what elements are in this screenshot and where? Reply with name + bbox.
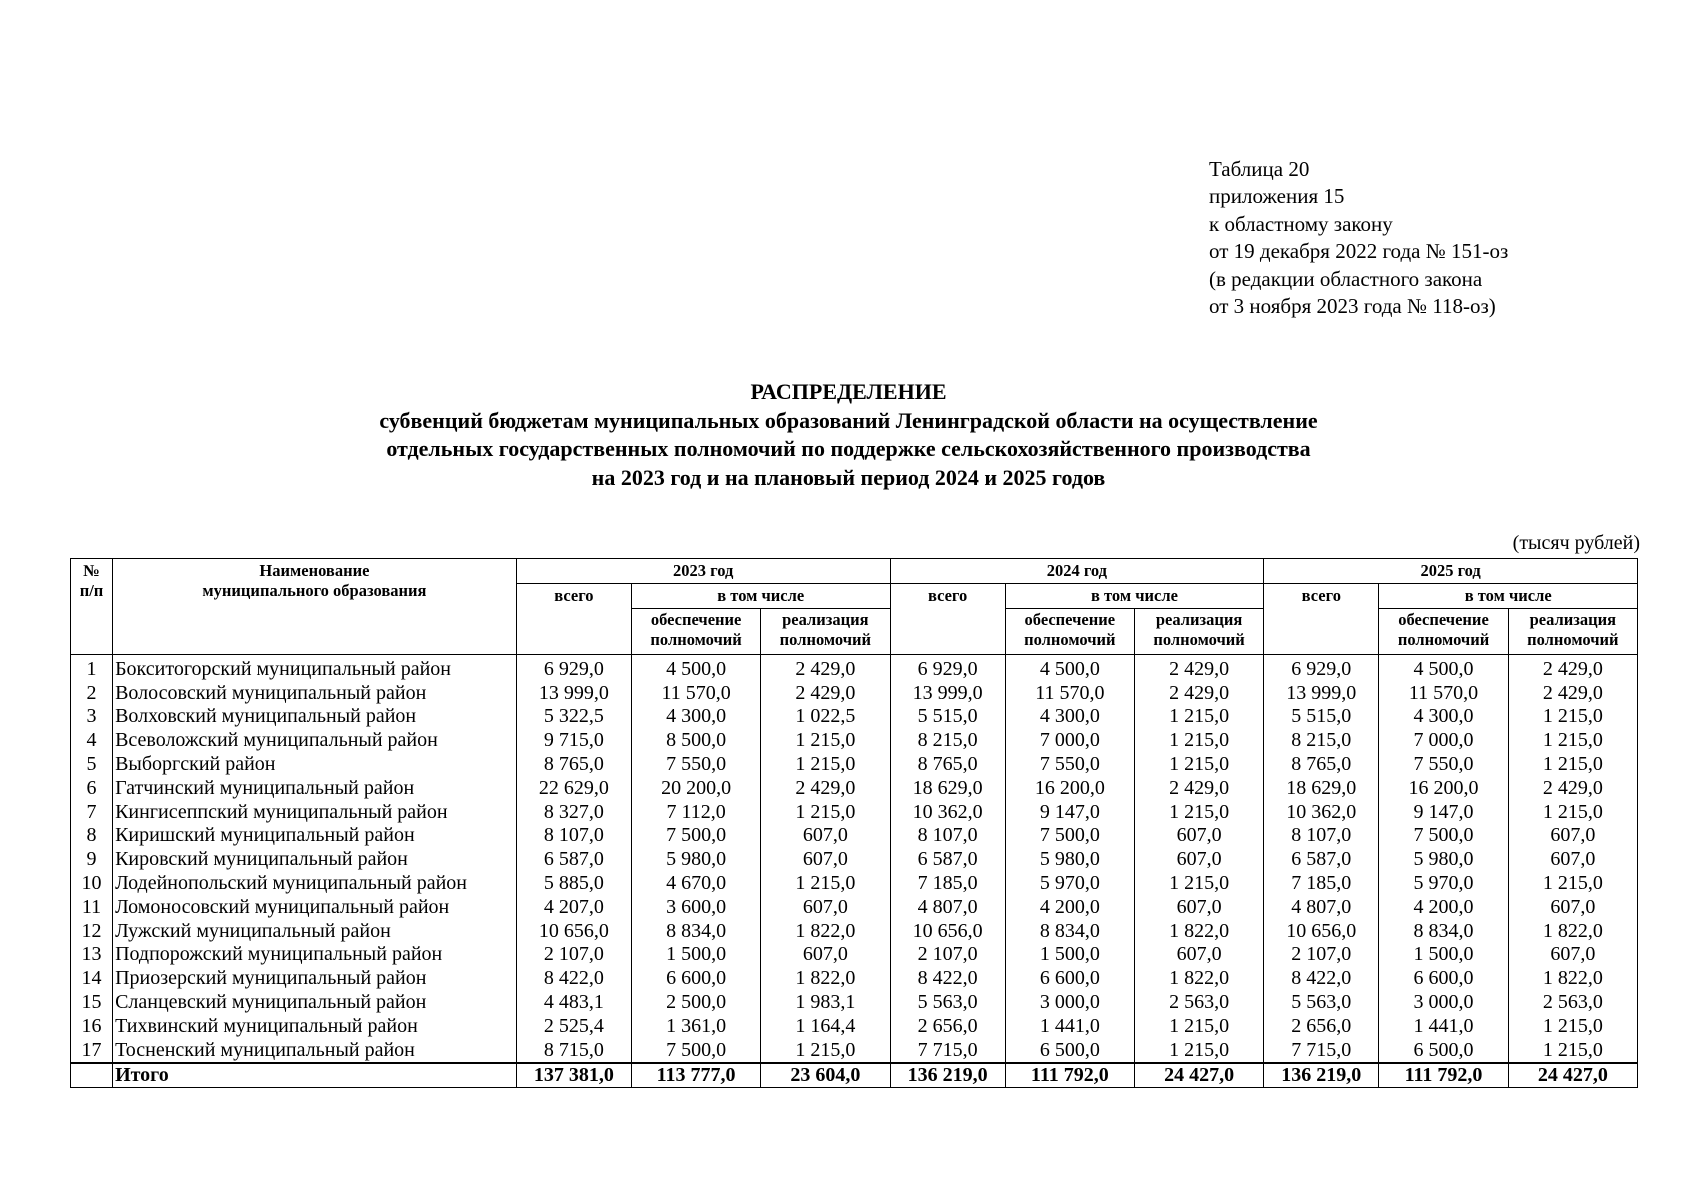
amount-cell: 22 629,0 xyxy=(516,776,631,800)
amount-cell: 4 200,0 xyxy=(1379,895,1508,919)
amount-cell: 7 500,0 xyxy=(632,1038,761,1063)
amount-cell: 607,0 xyxy=(761,824,890,848)
municipality-name: Подпорожский муниципальный район xyxy=(113,943,517,967)
amount-cell: 6 929,0 xyxy=(516,655,631,681)
table-row xyxy=(71,728,1638,752)
amount-cell: 2 429,0 xyxy=(1508,776,1637,800)
header-provision: обеспечение полномочий xyxy=(632,609,761,655)
table-row xyxy=(71,990,1638,1014)
amount-cell: 5 980,0 xyxy=(632,847,761,871)
amount-cell: 8 107,0 xyxy=(1264,824,1379,848)
header-implementation: реализация полномочий xyxy=(1508,609,1637,655)
row-number: 11 xyxy=(71,895,113,919)
header-total: всего xyxy=(1264,584,1379,655)
amount-cell: 7 500,0 xyxy=(632,824,761,848)
amount-cell: 8 834,0 xyxy=(1005,919,1134,943)
amount-cell: 1 983,1 xyxy=(761,990,890,1014)
appendix-line: Таблица 20 xyxy=(1209,157,1310,181)
distribution-table xyxy=(70,558,1638,1088)
amount-cell: 1 822,0 xyxy=(1134,919,1263,943)
amount-cell: 13 999,0 xyxy=(1264,681,1379,705)
amount-cell: 8 500,0 xyxy=(632,728,761,752)
municipality-name: Волосовский муниципальный район xyxy=(113,681,517,705)
amount-cell: 8 834,0 xyxy=(632,919,761,943)
header-including: в том числе xyxy=(1005,584,1264,609)
appendix-line: приложения 15 xyxy=(1209,184,1345,209)
amount-cell: 2 429,0 xyxy=(1134,776,1263,800)
table-row xyxy=(71,895,1638,919)
amount-cell: 10 362,0 xyxy=(890,800,1005,824)
total-amount-cell: 136 219,0 xyxy=(890,1063,1005,1088)
document-subtitle-line: отдельных государственных полномочий по поддержке сельскохозяйственного производства xyxy=(386,436,1311,461)
amount-cell: 1 500,0 xyxy=(632,943,761,967)
amount-cell: 4 300,0 xyxy=(1005,705,1134,729)
amount-cell: 4 300,0 xyxy=(632,705,761,729)
row-number: 13 xyxy=(71,943,113,967)
amount-cell: 7 112,0 xyxy=(632,800,761,824)
amount-cell: 3 600,0 xyxy=(632,895,761,919)
table-row xyxy=(71,824,1638,848)
amount-cell: 1 215,0 xyxy=(761,871,890,895)
total-row xyxy=(71,1063,1638,1088)
amount-cell: 6 587,0 xyxy=(516,847,631,871)
amount-cell: 8 422,0 xyxy=(516,966,631,990)
municipality-name: Лодейнопольский муниципальный район xyxy=(113,871,517,895)
amount-cell: 1 215,0 xyxy=(1134,705,1263,729)
amount-cell: 1 022,5 xyxy=(761,705,890,729)
amount-cell: 5 515,0 xyxy=(1264,705,1379,729)
amount-cell: 1 822,0 xyxy=(1134,966,1263,990)
amount-cell: 1 215,0 xyxy=(1134,752,1263,776)
amount-cell: 2 107,0 xyxy=(1264,943,1379,967)
municipality-name: Выборгский район xyxy=(113,752,517,776)
total-amount-cell: 137 381,0 xyxy=(516,1063,631,1088)
table-row xyxy=(71,752,1638,776)
amount-cell: 2 429,0 xyxy=(1508,655,1637,681)
header-including: в том числе xyxy=(1379,584,1638,609)
amount-cell: 1 822,0 xyxy=(1508,919,1637,943)
total-amount-cell: 111 792,0 xyxy=(1379,1063,1508,1088)
amount-cell: 8 422,0 xyxy=(1264,966,1379,990)
amount-cell: 1 215,0 xyxy=(1134,800,1263,824)
header-implementation: реализация полномочий xyxy=(761,609,890,655)
total-number-cell xyxy=(71,1063,113,1088)
amount-cell: 9 715,0 xyxy=(516,728,631,752)
table-row xyxy=(71,871,1638,895)
appendix-line: от 3 ноября 2023 года № 118-оз) xyxy=(1209,294,1496,319)
amount-cell: 607,0 xyxy=(1508,895,1637,919)
amount-cell: 1 822,0 xyxy=(761,966,890,990)
municipality-name: Тосненский муниципальный район xyxy=(113,1038,517,1063)
municipality-name: Кингисеппский муниципальный район xyxy=(113,800,517,824)
amount-cell: 11 570,0 xyxy=(632,681,761,705)
amount-cell: 607,0 xyxy=(1508,943,1637,967)
row-number: 14 xyxy=(71,966,113,990)
amount-cell: 2 563,0 xyxy=(1134,990,1263,1014)
amount-cell: 6 587,0 xyxy=(890,847,1005,871)
row-number: 15 xyxy=(71,990,113,1014)
amount-cell: 7 550,0 xyxy=(1379,752,1508,776)
table-row xyxy=(71,919,1638,943)
table-row xyxy=(71,1014,1638,1038)
amount-cell: 6 587,0 xyxy=(1264,847,1379,871)
amount-cell: 7 500,0 xyxy=(1379,824,1508,848)
amount-cell: 6 500,0 xyxy=(1379,1038,1508,1063)
amount-cell: 7 550,0 xyxy=(1005,752,1134,776)
header-year-2023: 2023 год xyxy=(516,559,890,584)
amount-cell: 5 322,5 xyxy=(516,705,631,729)
table-row xyxy=(71,705,1638,729)
amount-cell: 7 000,0 xyxy=(1005,728,1134,752)
units-note: (тысяч рублей) xyxy=(1512,532,1640,554)
appendix-reference xyxy=(1209,156,1508,320)
header-total: всего xyxy=(516,584,631,655)
amount-cell: 20 200,0 xyxy=(632,776,761,800)
amount-cell: 8 834,0 xyxy=(1379,919,1508,943)
amount-cell: 6 500,0 xyxy=(1005,1038,1134,1063)
row-number: 9 xyxy=(71,847,113,871)
amount-cell: 4 807,0 xyxy=(1264,895,1379,919)
amount-cell: 4 483,1 xyxy=(516,990,631,1014)
amount-cell: 18 629,0 xyxy=(890,776,1005,800)
amount-cell: 2 500,0 xyxy=(632,990,761,1014)
amount-cell: 8 215,0 xyxy=(890,728,1005,752)
total-amount-cell: 111 792,0 xyxy=(1005,1063,1134,1088)
amount-cell: 2 656,0 xyxy=(890,1014,1005,1038)
amount-cell: 4 207,0 xyxy=(516,895,631,919)
row-number: 6 xyxy=(71,776,113,800)
table-row xyxy=(71,655,1638,681)
municipality-name: Лужский муниципальный район xyxy=(113,919,517,943)
amount-cell: 1 500,0 xyxy=(1005,943,1134,967)
amount-cell: 10 656,0 xyxy=(1264,919,1379,943)
amount-cell: 4 300,0 xyxy=(1379,705,1508,729)
amount-cell: 1 822,0 xyxy=(1508,966,1637,990)
header-number: № п/п xyxy=(71,559,113,655)
amount-cell: 2 107,0 xyxy=(516,943,631,967)
amount-cell: 1 215,0 xyxy=(1508,752,1637,776)
row-number: 12 xyxy=(71,919,113,943)
amount-cell: 8 765,0 xyxy=(1264,752,1379,776)
amount-cell: 18 629,0 xyxy=(1264,776,1379,800)
amount-cell: 2 429,0 xyxy=(761,655,890,681)
amount-cell: 7 000,0 xyxy=(1379,728,1508,752)
municipality-name: Киришский муниципальный район xyxy=(113,824,517,848)
amount-cell: 8 215,0 xyxy=(1264,728,1379,752)
municipality-name: Волховский муниципальный район xyxy=(113,705,517,729)
amount-cell: 2 429,0 xyxy=(761,776,890,800)
amount-cell: 2 429,0 xyxy=(1508,681,1637,705)
row-number: 4 xyxy=(71,728,113,752)
amount-cell: 7 715,0 xyxy=(1264,1038,1379,1063)
table-row xyxy=(71,800,1638,824)
amount-cell: 7 550,0 xyxy=(632,752,761,776)
table-header xyxy=(71,559,1638,655)
header-implementation: реализация полномочий xyxy=(1134,609,1263,655)
header-year-2024: 2024 год xyxy=(890,559,1264,584)
amount-cell: 6 929,0 xyxy=(1264,655,1379,681)
appendix-line: к областному закону xyxy=(1209,211,1393,236)
amount-cell: 7 500,0 xyxy=(1005,824,1134,848)
amount-cell: 13 999,0 xyxy=(890,681,1005,705)
total-amount-cell: 23 604,0 xyxy=(761,1063,890,1088)
amount-cell: 5 563,0 xyxy=(1264,990,1379,1014)
row-number: 16 xyxy=(71,1014,113,1038)
amount-cell: 607,0 xyxy=(1508,847,1637,871)
amount-cell: 3 000,0 xyxy=(1379,990,1508,1014)
amount-cell: 1 215,0 xyxy=(1508,871,1637,895)
table-row xyxy=(71,943,1638,967)
table-body xyxy=(71,655,1638,1088)
header-total: всего xyxy=(890,584,1005,655)
header-provision: обеспечение полномочий xyxy=(1005,609,1134,655)
row-number: 8 xyxy=(71,824,113,848)
amount-cell: 1 822,0 xyxy=(761,919,890,943)
amount-cell: 1 215,0 xyxy=(761,1038,890,1063)
row-number: 3 xyxy=(71,705,113,729)
amount-cell: 607,0 xyxy=(1134,847,1263,871)
amount-cell: 11 570,0 xyxy=(1379,681,1508,705)
header-provision: обеспечение полномочий xyxy=(1379,609,1508,655)
amount-cell: 7 185,0 xyxy=(1264,871,1379,895)
amount-cell: 6 600,0 xyxy=(1379,966,1508,990)
amount-cell: 4 807,0 xyxy=(890,895,1005,919)
amount-cell: 5 515,0 xyxy=(890,705,1005,729)
amount-cell: 5 563,0 xyxy=(890,990,1005,1014)
table-row xyxy=(71,847,1638,871)
amount-cell: 2 107,0 xyxy=(890,943,1005,967)
amount-cell: 1 215,0 xyxy=(761,728,890,752)
municipality-name: Всеволожский муниципальный район xyxy=(113,728,517,752)
amount-cell: 5 980,0 xyxy=(1005,847,1134,871)
amount-cell: 8 107,0 xyxy=(890,824,1005,848)
amount-cell: 2 429,0 xyxy=(1134,681,1263,705)
amount-cell: 1 215,0 xyxy=(1134,1038,1263,1063)
amount-cell: 607,0 xyxy=(761,895,890,919)
municipality-name: Гатчинский муниципальный район xyxy=(113,776,517,800)
document-subtitle-line: на 2023 год и на плановый период 2024 и 2025 годов xyxy=(591,464,1106,490)
municipality-name: Ломоносовский муниципальный район xyxy=(113,895,517,919)
row-number: 10 xyxy=(71,871,113,895)
municipality-name: Приозерский муниципальный район xyxy=(113,966,517,990)
municipality-name: Бокситогорский муниципальный район xyxy=(113,655,517,681)
amount-cell: 9 147,0 xyxy=(1379,800,1508,824)
amount-cell: 1 441,0 xyxy=(1005,1014,1134,1038)
table-row xyxy=(71,681,1638,705)
amount-cell: 607,0 xyxy=(761,943,890,967)
amount-cell: 1 215,0 xyxy=(1508,1038,1637,1063)
amount-cell: 4 500,0 xyxy=(1379,655,1508,681)
amount-cell: 5 970,0 xyxy=(1005,871,1134,895)
amount-cell: 8 422,0 xyxy=(890,966,1005,990)
amount-cell: 607,0 xyxy=(761,847,890,871)
total-amount-cell: 136 219,0 xyxy=(1264,1063,1379,1088)
table-row xyxy=(71,1038,1638,1063)
document-subtitle-line: субвенций бюджетам муниципальных образований Ленинградской области на осуществление xyxy=(379,407,1318,433)
row-number: 7 xyxy=(71,800,113,824)
amount-cell: 1 441,0 xyxy=(1379,1014,1508,1038)
appendix-line: (в редакции областного закона xyxy=(1209,266,1483,291)
row-number: 1 xyxy=(71,655,113,681)
amount-cell: 5 885,0 xyxy=(516,871,631,895)
amount-cell: 1 215,0 xyxy=(761,752,890,776)
row-number: 2 xyxy=(71,681,113,705)
municipality-name: Тихвинский муниципальный район xyxy=(113,1014,517,1038)
amount-cell: 13 999,0 xyxy=(516,681,631,705)
amount-cell: 1 215,0 xyxy=(1508,728,1637,752)
amount-cell: 607,0 xyxy=(1134,943,1263,967)
amount-cell: 5 980,0 xyxy=(1379,847,1508,871)
amount-cell: 11 570,0 xyxy=(1005,681,1134,705)
amount-cell: 7 715,0 xyxy=(890,1038,1005,1063)
amount-cell: 6 929,0 xyxy=(890,655,1005,681)
amount-cell: 16 200,0 xyxy=(1005,776,1134,800)
amount-cell: 8 765,0 xyxy=(516,752,631,776)
amount-cell: 8 107,0 xyxy=(516,824,631,848)
amount-cell: 6 600,0 xyxy=(632,966,761,990)
amount-cell: 1 215,0 xyxy=(1508,800,1637,824)
amount-cell: 4 500,0 xyxy=(1005,655,1134,681)
total-amount-cell: 24 427,0 xyxy=(1508,1063,1637,1088)
header-including: в том числе xyxy=(632,584,891,609)
amount-cell: 1 215,0 xyxy=(1134,728,1263,752)
amount-cell: 607,0 xyxy=(1134,824,1263,848)
amount-cell: 5 970,0 xyxy=(1379,871,1508,895)
amount-cell: 1 164,4 xyxy=(761,1014,890,1038)
amount-cell: 1 500,0 xyxy=(1379,943,1508,967)
amount-cell: 10 656,0 xyxy=(516,919,631,943)
amount-cell: 4 670,0 xyxy=(632,871,761,895)
amount-cell: 607,0 xyxy=(1508,824,1637,848)
amount-cell: 1 215,0 xyxy=(1508,1014,1637,1038)
amount-cell: 7 185,0 xyxy=(890,871,1005,895)
amount-cell: 1 215,0 xyxy=(1508,705,1637,729)
total-amount-cell: 24 427,0 xyxy=(1134,1063,1263,1088)
amount-cell: 4 500,0 xyxy=(632,655,761,681)
amount-cell: 1 361,0 xyxy=(632,1014,761,1038)
amount-cell: 9 147,0 xyxy=(1005,800,1134,824)
municipality-name: Кировский муниципальный район xyxy=(113,847,517,871)
amount-cell: 1 215,0 xyxy=(761,800,890,824)
municipality-name: Сланцевский муниципальный район xyxy=(113,990,517,1014)
header-year-2025: 2025 год xyxy=(1264,559,1638,584)
row-number: 17 xyxy=(71,1038,113,1063)
amount-cell: 10 362,0 xyxy=(1264,800,1379,824)
total-label: Итого xyxy=(113,1063,517,1088)
appendix-line: от 19 декабря 2022 года № 151-оз xyxy=(1209,239,1509,264)
amount-cell: 2 563,0 xyxy=(1508,990,1637,1014)
header-municipality-name: Наименование муниципального образования xyxy=(113,559,517,655)
amount-cell: 2 525,4 xyxy=(516,1014,631,1038)
amount-cell: 2 656,0 xyxy=(1264,1014,1379,1038)
table-row xyxy=(71,776,1638,800)
document-title: РАСПРЕДЕЛЕНИЕ xyxy=(750,379,947,404)
row-number: 5 xyxy=(71,752,113,776)
document-heading xyxy=(0,378,1697,492)
amount-cell: 3 000,0 xyxy=(1005,990,1134,1014)
amount-cell: 1 215,0 xyxy=(1134,871,1263,895)
amount-cell: 2 429,0 xyxy=(1134,655,1263,681)
amount-cell: 8 327,0 xyxy=(516,800,631,824)
total-amount-cell: 113 777,0 xyxy=(632,1063,761,1088)
amount-cell: 6 600,0 xyxy=(1005,966,1134,990)
amount-cell: 10 656,0 xyxy=(890,919,1005,943)
amount-cell: 607,0 xyxy=(1134,895,1263,919)
amount-cell: 8 715,0 xyxy=(516,1038,631,1063)
amount-cell: 1 215,0 xyxy=(1134,1014,1263,1038)
amount-cell: 4 200,0 xyxy=(1005,895,1134,919)
amount-cell: 2 429,0 xyxy=(761,681,890,705)
amount-cell: 8 765,0 xyxy=(890,752,1005,776)
table-row xyxy=(71,966,1638,990)
amount-cell: 16 200,0 xyxy=(1379,776,1508,800)
